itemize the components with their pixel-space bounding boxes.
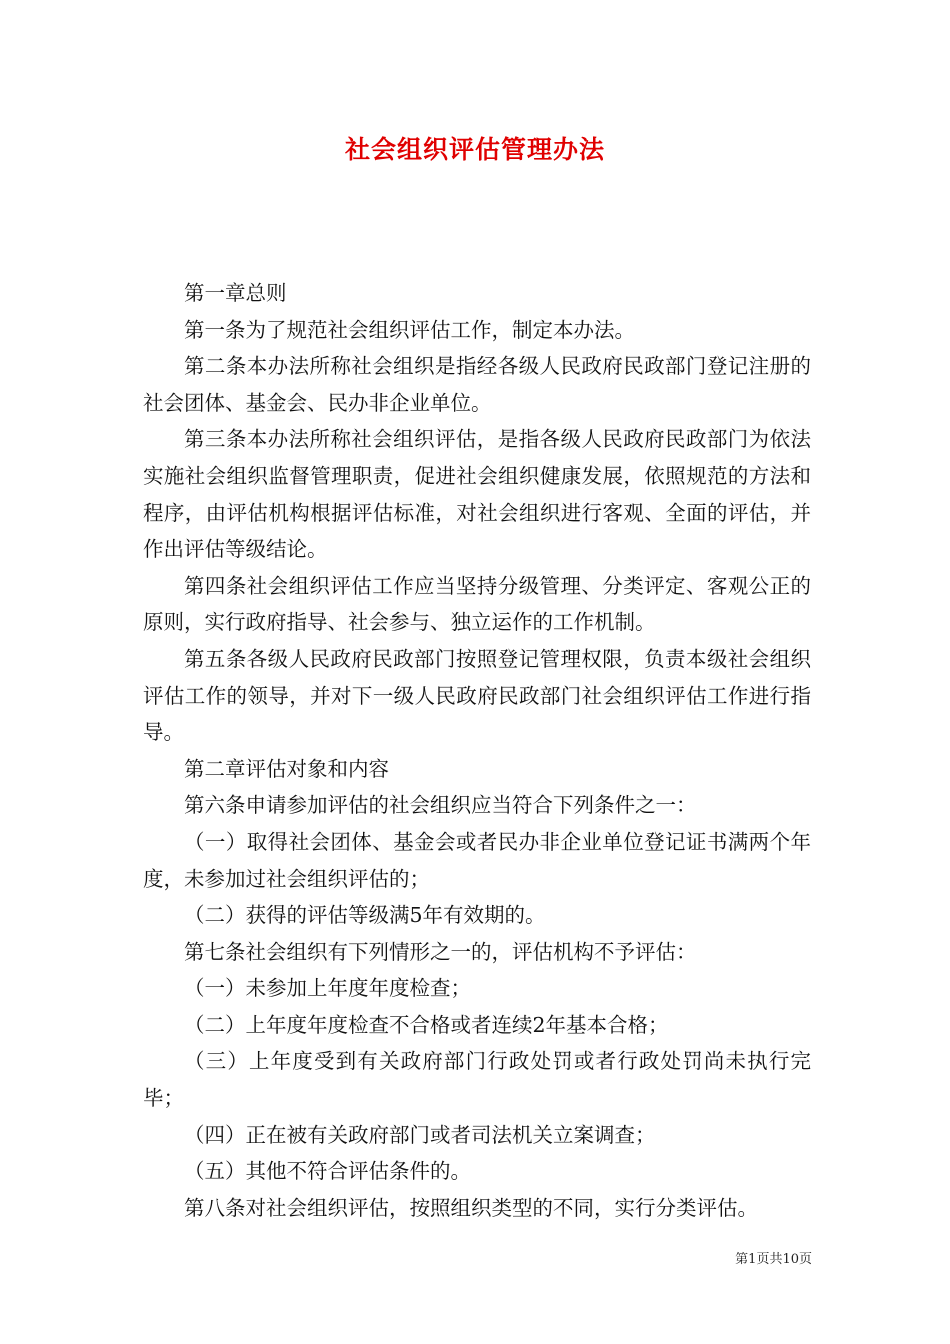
article-paragraph: 第一条为了规范社会组织评估工作，制定本办法。 bbox=[184, 317, 635, 342]
list-item: （二）上年度年度检查不合格或者连续2年基本合格； bbox=[184, 1012, 669, 1037]
page-number-footer: 第1页共10页 bbox=[735, 1252, 812, 1267]
article-paragraph: 第二条本办法所称社会组织是指经各级人民政府民政部门登记注册的社会团体、基金会、民办非企业单位。 bbox=[143, 354, 811, 415]
article-paragraph: 第六条申请参加评估的社会组织应当符合下列条件之一： bbox=[184, 793, 697, 818]
article-paragraph: 第五条各级人民政府民政部门按照登记管理权限，负责本级社会组织评估工作的领导，并对下一级人民政府民政部门社会组织评估工作进行指导。 bbox=[143, 646, 811, 745]
list-item: （一）取得社会团体、基金会或者民办非企业单位登记证书满两个年度，未参加过社会组织评估的； bbox=[143, 829, 811, 891]
chapter-heading: 第二章评估对象和内容 bbox=[184, 756, 389, 781]
article-paragraph: 第四条社会组织评估工作应当坚持分级管理、分类评定、客观公正的原则，实行政府指导、社会参与、独立运作的工作机制。 bbox=[143, 573, 811, 635]
list-item: （四）正在被有关政府部门或者司法机关立案调查； bbox=[184, 1122, 656, 1147]
document-title: 社会组织评估管理办法 bbox=[344, 135, 605, 164]
chapter-heading: 第一章总则 bbox=[184, 281, 287, 305]
document-body bbox=[143, 275, 811, 1226]
article-paragraph: 第三条本办法所称社会组织评估，是指各级人民政府民政部门为依法实施社会组织监督管理职责，促进社会组织健康发展，依照规范的方法和程序，由评估机构根据评估标准，对社会组织进行客观、全面的评估，并作出评估等级结论。 bbox=[143, 427, 811, 562]
article-paragraph: 第七条社会组织有下列情形之一的，评估机构不予评估： bbox=[184, 939, 697, 964]
list-item: （二）获得的评估等级满5年有效期的。 bbox=[184, 903, 546, 928]
list-item: （五）其他不符合评估条件的。 bbox=[184, 1159, 471, 1184]
article-paragraph: 第八条对社会组织评估，按照组织类型的不同，实行分类评估。 bbox=[184, 1195, 758, 1220]
list-item: （一）未参加上年度年度检查； bbox=[184, 976, 471, 1001]
list-item: （三）上年度受到有关政府部门行政处罚或者行政处罚尚未执行完毕； bbox=[143, 1049, 811, 1111]
